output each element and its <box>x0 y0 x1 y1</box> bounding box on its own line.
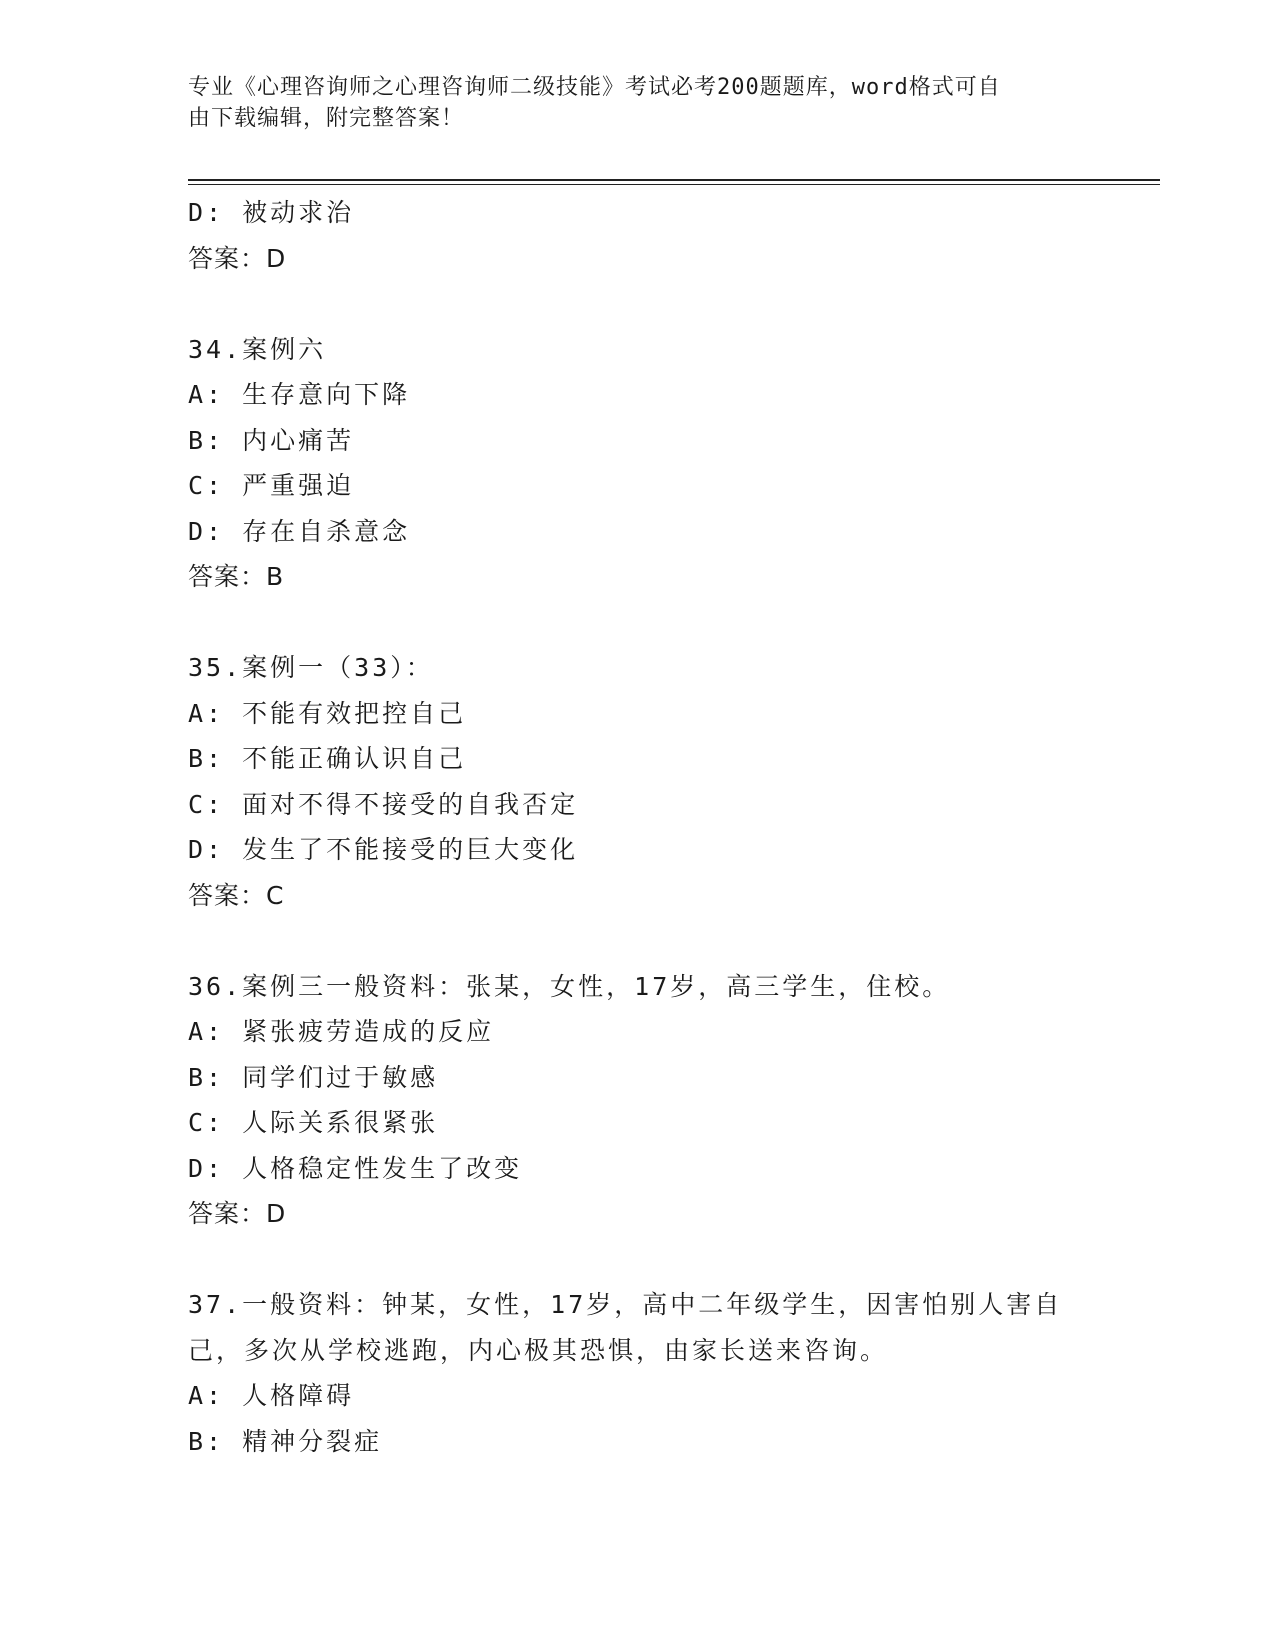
option-c: C: 面对不得不接受的自我否定 <box>188 789 579 819</box>
header-divider-thin <box>188 184 1160 185</box>
option-b: B: 精神分裂症 <box>188 1426 383 1456</box>
question-stem: 35.案例一（33）： <box>188 653 434 682</box>
answer-line: 答案：B <box>188 562 285 591</box>
header-divider-thick <box>188 179 1160 181</box>
option-d: D: 人格稳定性发生了改变 <box>188 1153 523 1183</box>
question-35 <box>188 645 1148 918</box>
option-d: D: 被动求治 <box>188 198 355 227</box>
spacer <box>188 1237 1148 1283</box>
answer-line: 答案：C <box>188 880 285 910</box>
option-a: A: 紧张疲劳造成的反应 <box>188 1017 495 1046</box>
spacer <box>188 918 1148 964</box>
option-a: A: 生存意向下降 <box>188 380 411 409</box>
spacer <box>188 600 1148 646</box>
header-line-1: 专业《心理咨询师之心理咨询师二级技能》考试必考200题题库，word格式可自 <box>188 75 1001 100</box>
option-a: A: 人格障碍 <box>188 1381 355 1410</box>
question-stem: 34.案例六 <box>188 334 327 364</box>
document-header <box>188 72 1068 134</box>
option-b: B: 不能正确认识自己 <box>188 744 467 773</box>
option-a: A: 不能有效把控自己 <box>188 698 467 728</box>
question-stem-line-1: 37.一般资料：钟某，女性，17岁，高中二年级学生，因害怕别人害自 <box>188 1290 1063 1319</box>
option-b: B: 同学们过于敏感 <box>188 1062 439 1092</box>
option-c: C: 严重强迫 <box>188 471 355 500</box>
question-stem-line-2: 己，多次从学校逃跑，内心极其恐惧，由家长送来咨询。 <box>188 1335 889 1365</box>
option-d: D: 存在自杀意念 <box>188 516 411 546</box>
question-36 <box>188 964 1148 1237</box>
option-d: D: 发生了不能接受的巨大变化 <box>188 835 579 864</box>
spacer <box>188 281 1148 327</box>
question-stem: 36.案例三一般资料：张某，女性，17岁，高三学生，住校。 <box>188 971 951 1001</box>
option-b: B: 内心痛苦 <box>188 425 355 455</box>
question-34 <box>188 327 1148 600</box>
answer-line: 答案：D <box>188 243 287 273</box>
previous-question-tail <box>188 190 1148 281</box>
question-37 <box>188 1282 1148 1464</box>
header-line-2: 由下载编辑，附完整答案！ <box>188 106 465 131</box>
answer-line: 答案：D <box>188 1199 287 1228</box>
question-list <box>188 190 1148 1464</box>
option-c: C: 人际关系很紧张 <box>188 1108 439 1137</box>
